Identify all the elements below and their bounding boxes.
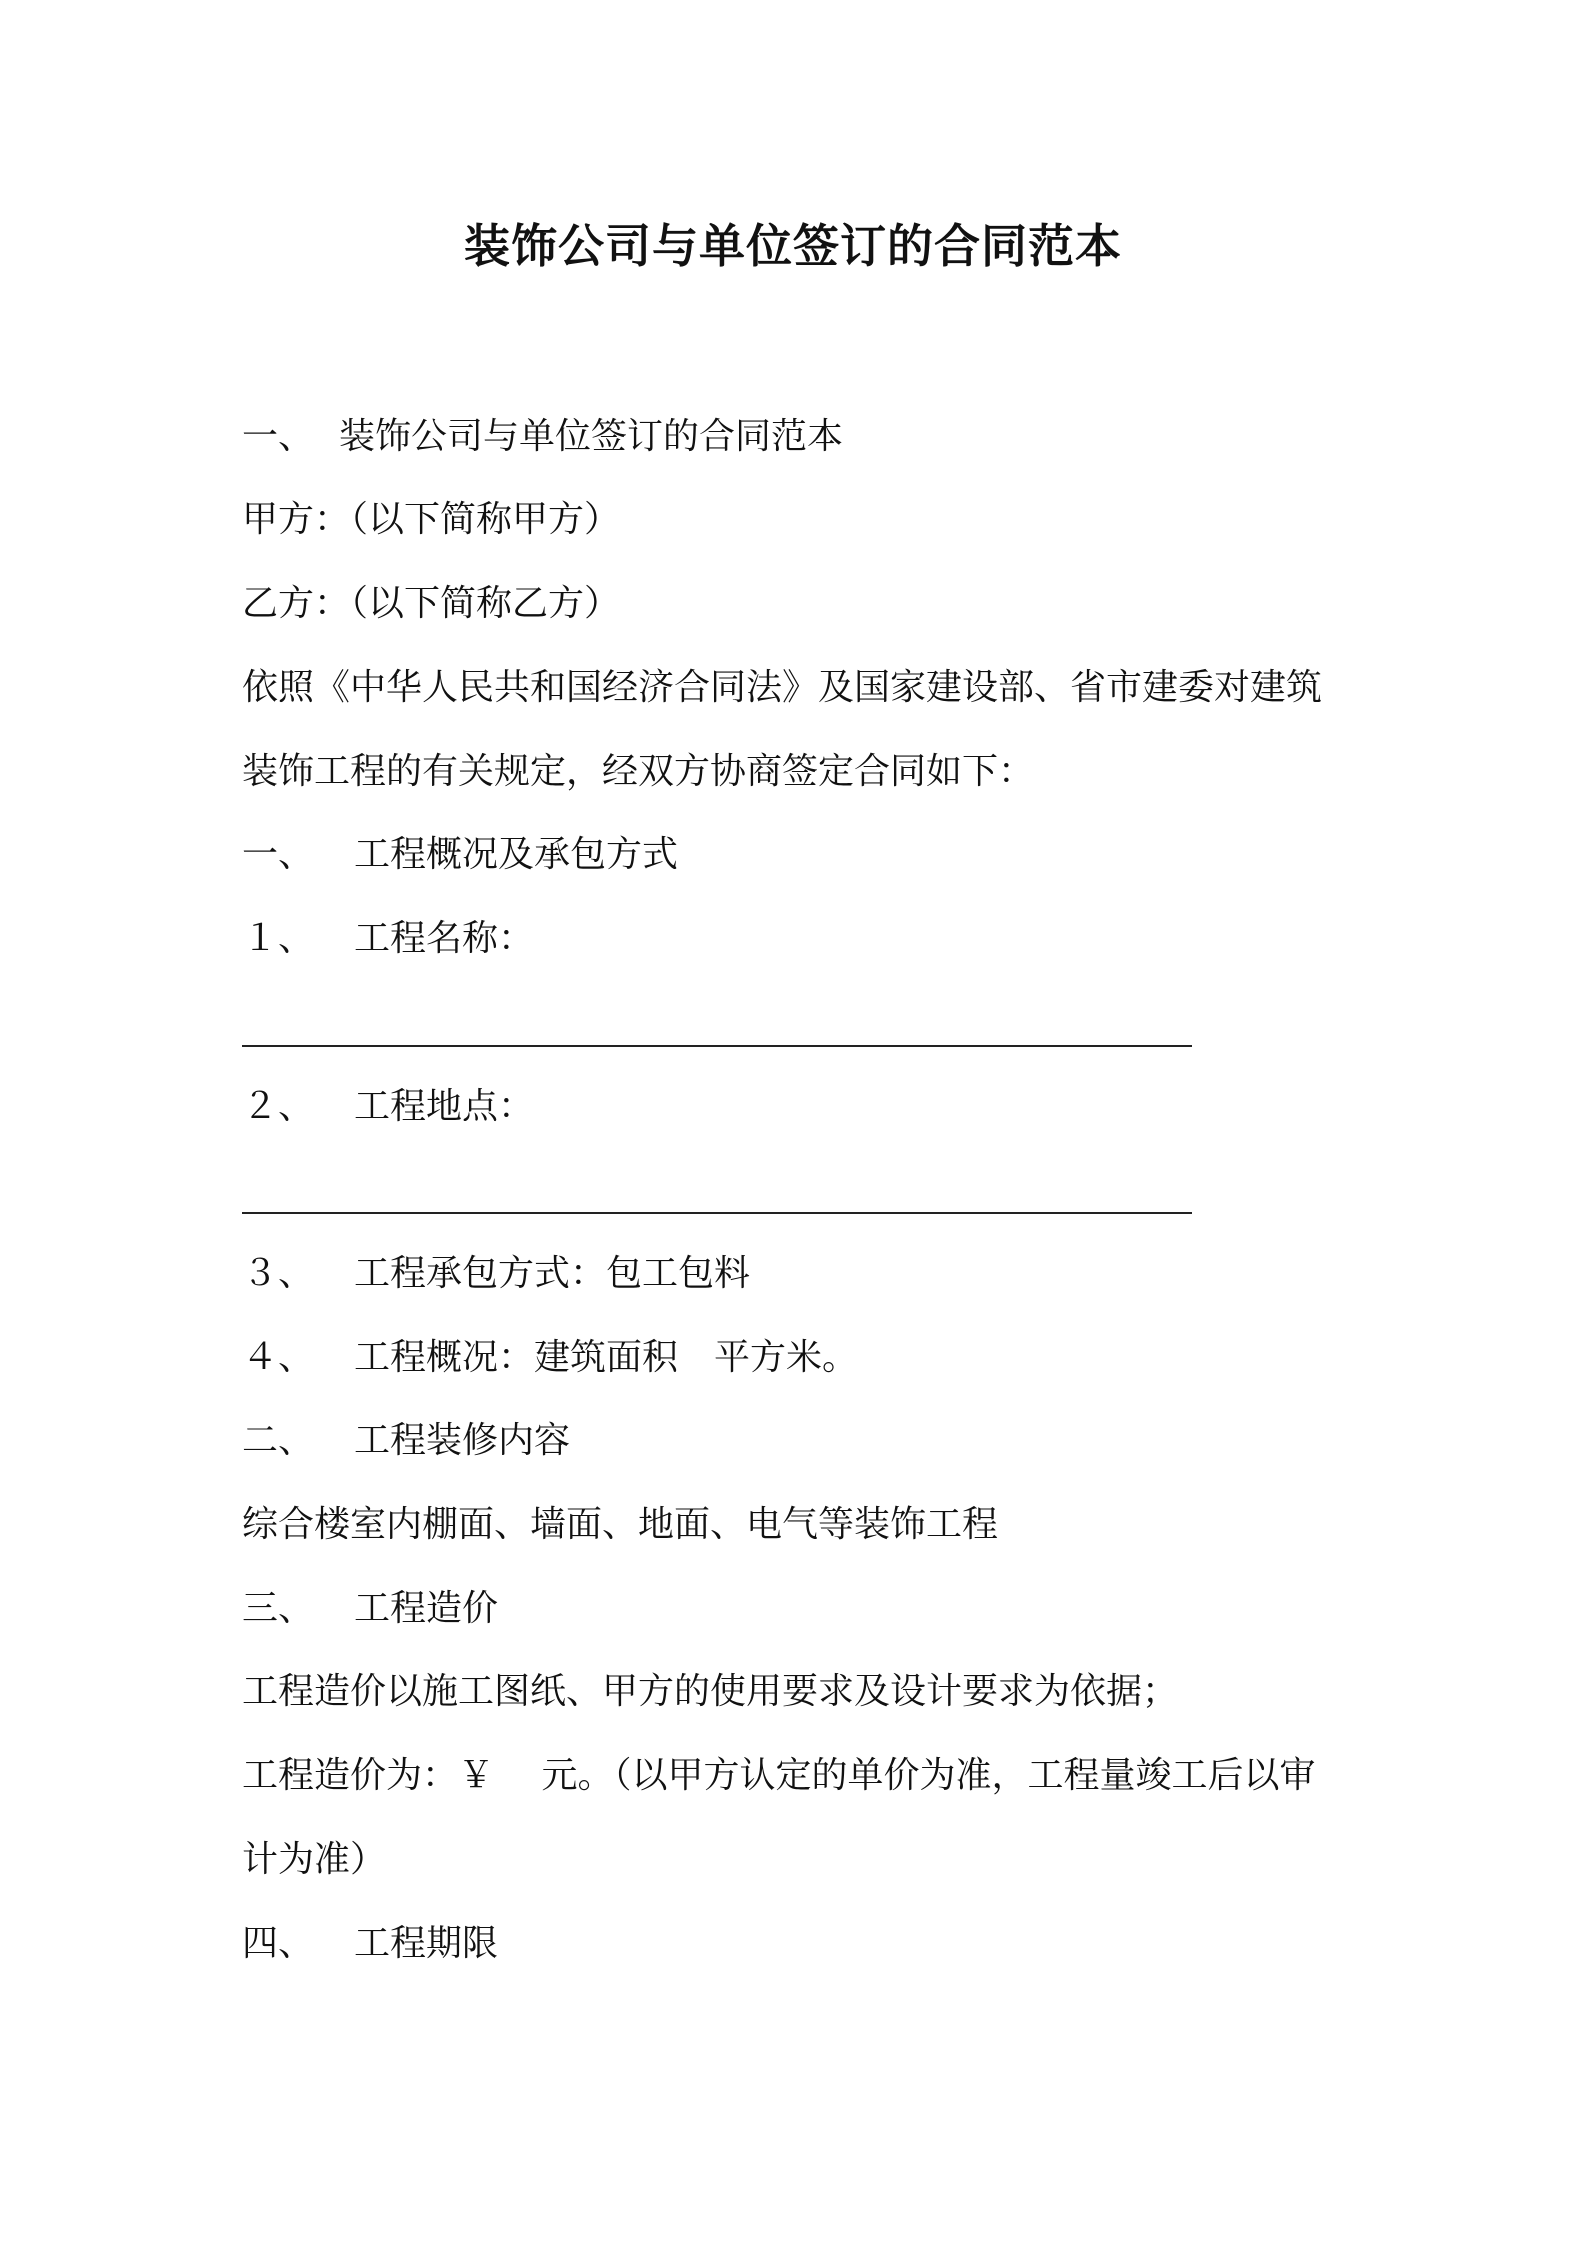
document-title: 装饰公司与单位签订的合同范本 [464, 219, 1122, 273]
item-1-number: １、 [242, 918, 315, 959]
section-3-text: 工程造价 [354, 1588, 499, 1629]
section-3-body-3: 计为准） [242, 1839, 387, 1880]
party-a-line: 甲方：（以下简称甲方） [242, 499, 621, 540]
item-2-line [242, 1085, 534, 1129]
item-3-number: ３、 [242, 1253, 315, 1294]
item-1-text: 工程名称： [354, 918, 535, 959]
intro-line-2: 装饰工程的有关规定，经双方协商签定合同如下： [242, 751, 1035, 792]
heading-number: 一、 [242, 416, 315, 457]
blank-line-project-name [242, 1045, 1192, 1047]
item-2-number: ２、 [242, 1086, 315, 1127]
section-2-number: 二、 [242, 1420, 315, 1461]
item-4-number: ４、 [242, 1337, 315, 1378]
section-1-text: 工程概况及承包方式 [354, 834, 679, 875]
section-3-heading [242, 1587, 498, 1631]
item-1-line [242, 917, 534, 961]
intro-line-1: 依照《中华人民共和国经济合同法》及国家建设部、省市建委对建筑 [242, 667, 1323, 708]
section-4-text: 工程期限 [354, 1923, 499, 1964]
section-1-heading [242, 833, 678, 877]
item-3-text: 工程承包方式：包工包料 [354, 1253, 751, 1294]
section-2-text: 工程装修内容 [354, 1420, 571, 1461]
item-4-text: 工程概况：建筑面积 平方米。 [354, 1337, 859, 1378]
section-4-heading [242, 1922, 498, 1966]
heading-line [242, 415, 843, 459]
party-b-line: 乙方：（以下简称乙方） [242, 583, 621, 624]
item-2-text: 工程地点： [354, 1086, 535, 1127]
section-1-number: 一、 [242, 834, 315, 875]
section-2-body: 综合楼室内棚面、墙面、地面、电气等装饰工程 [242, 1504, 999, 1545]
blank-line-project-location [242, 1212, 1192, 1214]
heading-text: 装饰公司与单位签订的合同范本 [339, 416, 844, 457]
section-3-body-2: 工程造价为：￥ 元。（以甲方认定的单价为准，工程量竣工后以审 [242, 1755, 1316, 1796]
section-2-heading [242, 1419, 570, 1463]
section-3-body-1: 工程造价以施工图纸、甲方的使用要求及设计要求为依据； [242, 1671, 1179, 1712]
item-3-line [242, 1252, 750, 1296]
item-4-line [242, 1336, 858, 1380]
section-3-number: 三、 [242, 1588, 315, 1629]
section-4-number: 四、 [242, 1923, 315, 1964]
